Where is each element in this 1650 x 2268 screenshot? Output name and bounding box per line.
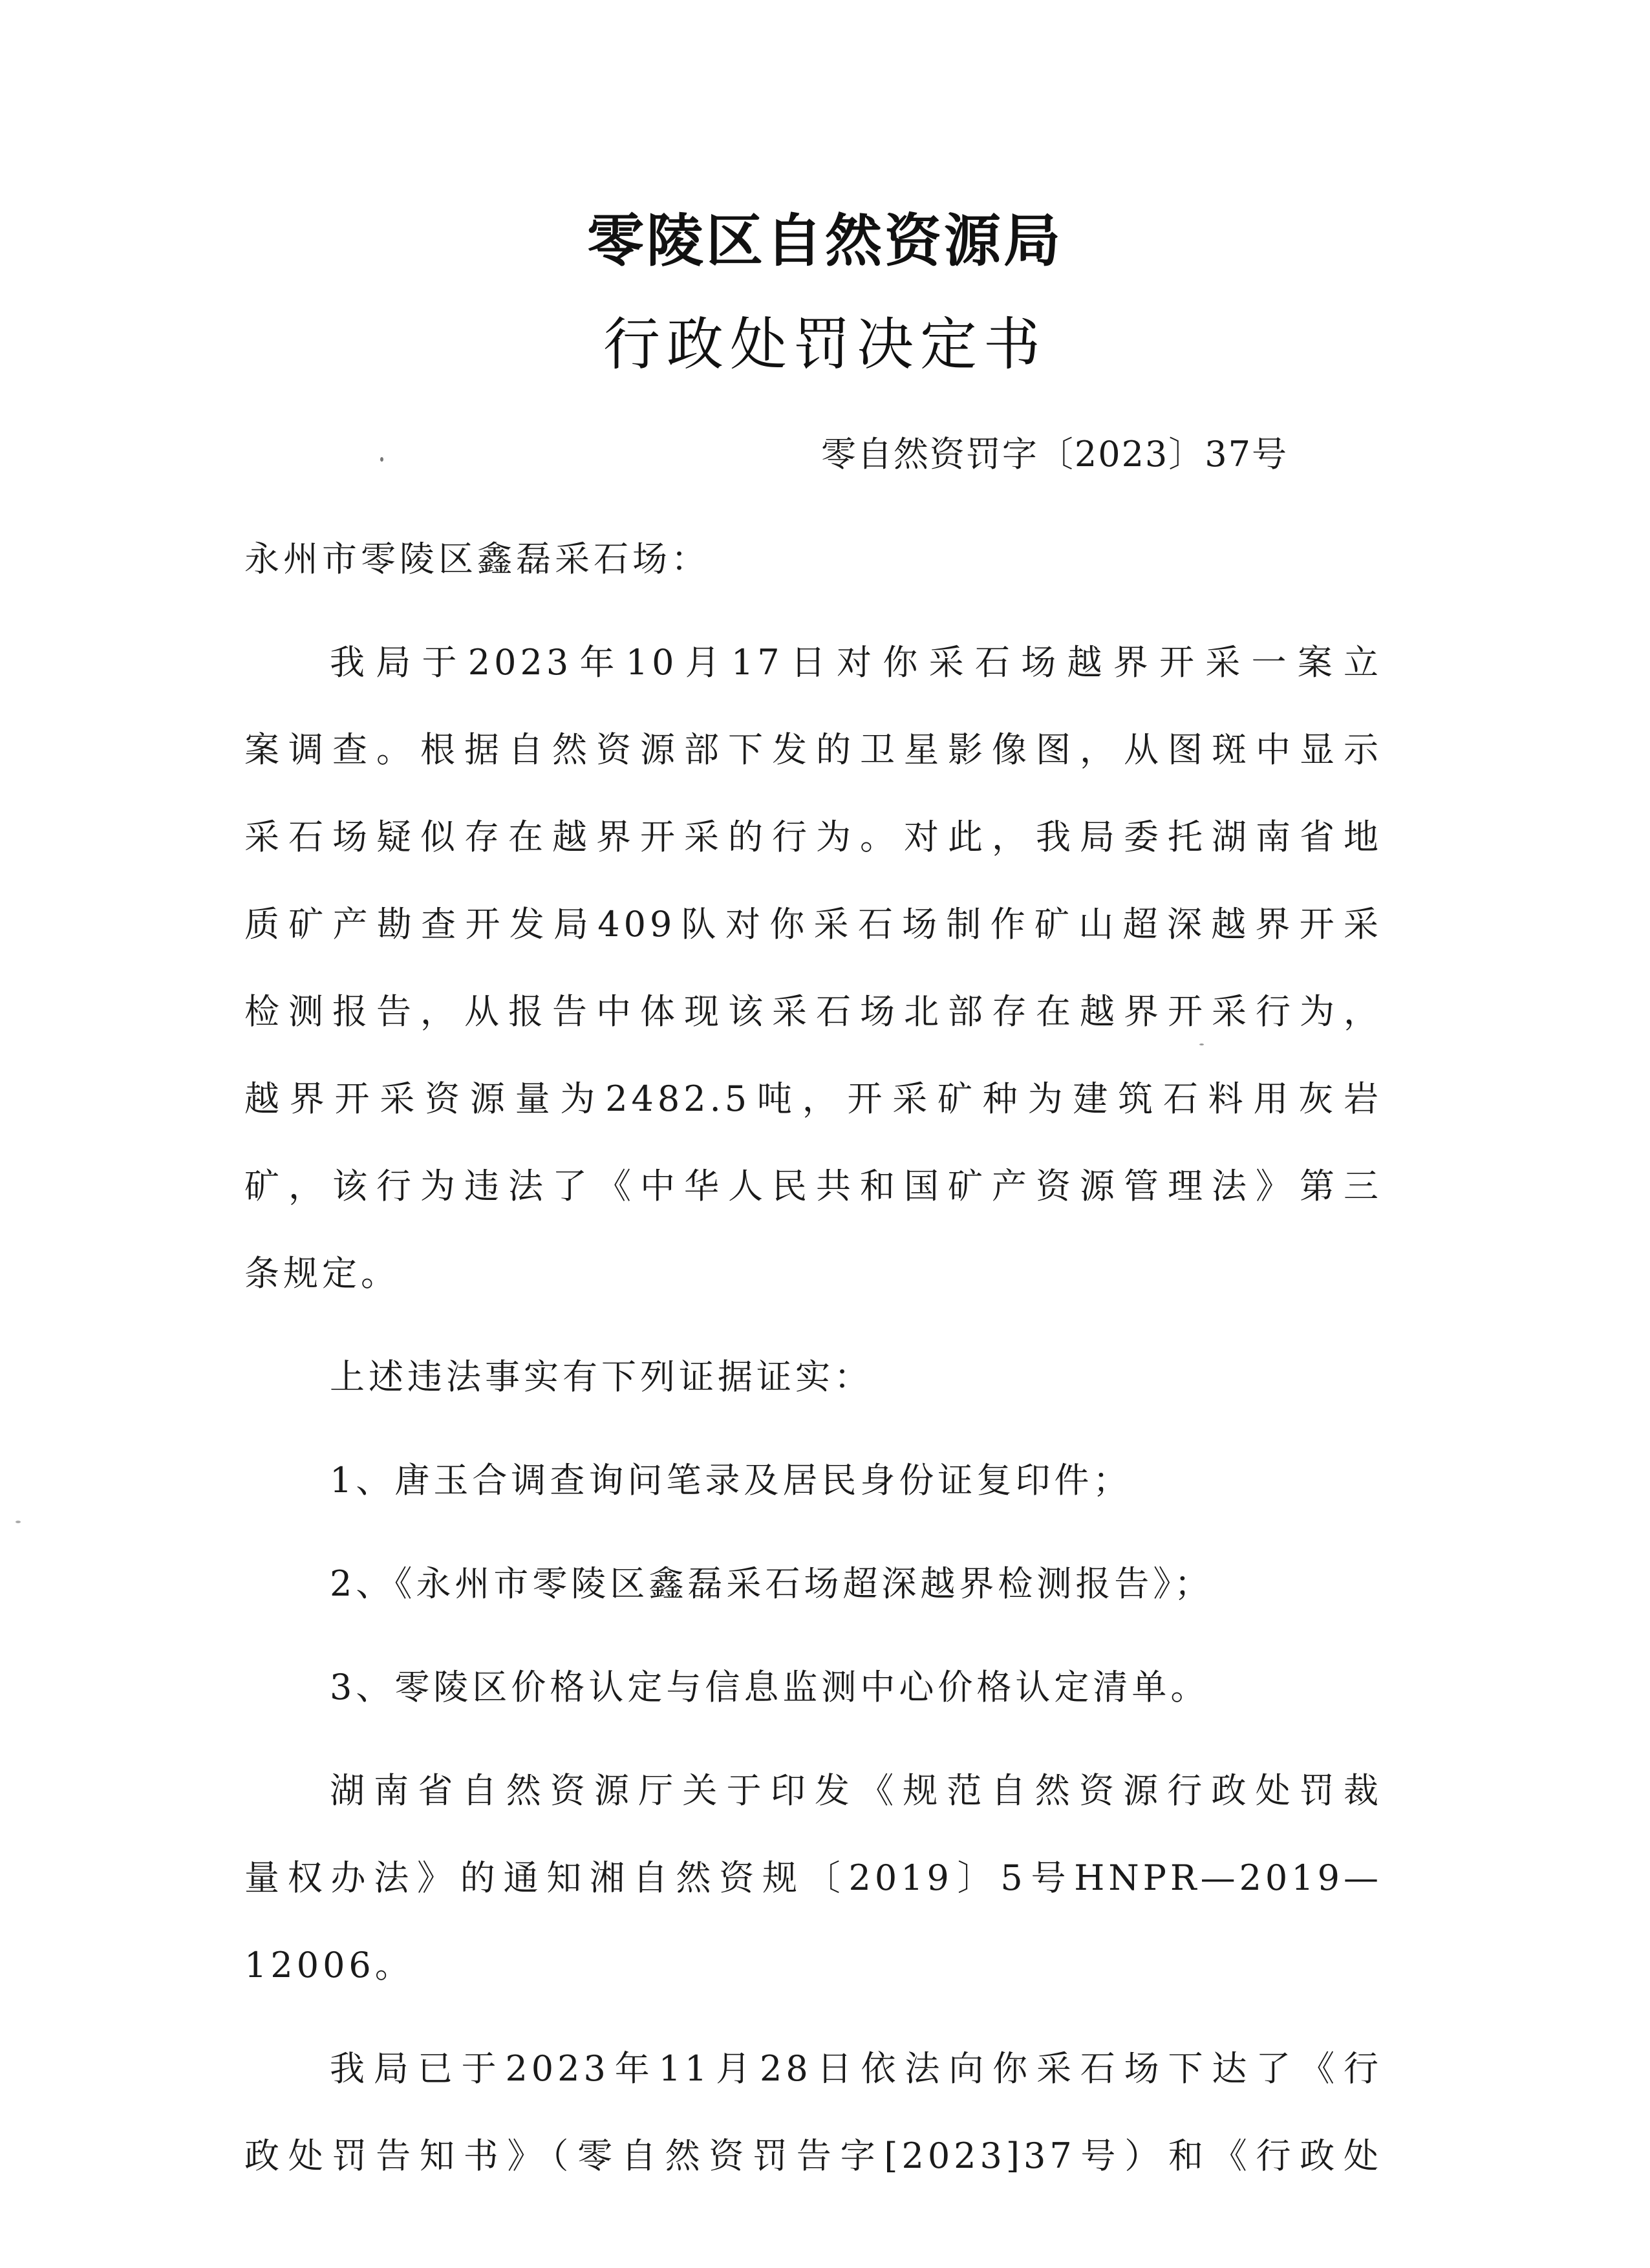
recipient-line: 永州市零陵区鑫磊采石场： xyxy=(244,539,710,579)
document-type-title: 行政处罚决定书 xyxy=(603,311,1047,378)
evidence-item-3: 3、零陵区价格认定与信息监测中心价格认定清单。 xyxy=(330,1667,1210,1707)
notice-line-1: 我局已于2023年11月28日依法向你采石场下达了《行 xyxy=(330,2048,1382,2089)
body-line-2: 案调查。根据自然资源部下发的卫星影像图，从图斑中显示 xyxy=(244,729,1382,770)
body-line-5: 检测报告，从报告中体现该采石场北部存在越界开采行为， xyxy=(244,991,1382,1032)
scan-speck xyxy=(380,457,383,462)
evidence-item-1: 1、唐玉合调查询问笔录及居民身份证复印件； xyxy=(330,1460,1132,1501)
body-line-7: 矿，该行为违法了《中华人民共和国矿产资源管理法》第三 xyxy=(244,1166,1382,1206)
document-number: 零自然资罚字〔2023〕37号 xyxy=(820,434,1288,475)
basis-line-1: 湖南省自然资源厅关于印发《规范自然资源行政处罚裁 xyxy=(330,1770,1382,1811)
body-line-8: 条规定。 xyxy=(244,1253,400,1294)
body-line-1: 我局于2023年10月17日对你采石场越界开采一案立 xyxy=(330,642,1382,683)
scan-speck xyxy=(16,1521,21,1523)
body-line-6: 越界开采资源量为2482.5吨，开采矿种为建筑石料用灰岩 xyxy=(244,1078,1382,1119)
body-line-4: 质矿产勘查开发局409队对你采石场制作矿山超深越界开采 xyxy=(244,904,1382,945)
evidence-item-2: 2、《永州市零陵区鑫磊采石场超深越界检测报告》； xyxy=(330,1563,1214,1604)
evidence-intro-line: 上述违法事实有下列证据证实： xyxy=(330,1356,873,1397)
scan-speck xyxy=(1199,1043,1204,1045)
basis-line-3: 12006。 xyxy=(244,1945,414,1985)
body-line-3: 采石场疑似存在越界开采的行为。对此，我局委托湖南省地 xyxy=(244,817,1382,857)
issuing-authority-title: 零陵区自然资源局 xyxy=(586,208,1063,274)
basis-line-2: 量权办法》的通知湘自然资规〔2019〕5号HNPR—2019— xyxy=(244,1857,1382,1898)
notice-line-2: 政处罚告知书》（零自然资罚告字[2023]37号）和《行政处 xyxy=(244,2135,1382,2176)
